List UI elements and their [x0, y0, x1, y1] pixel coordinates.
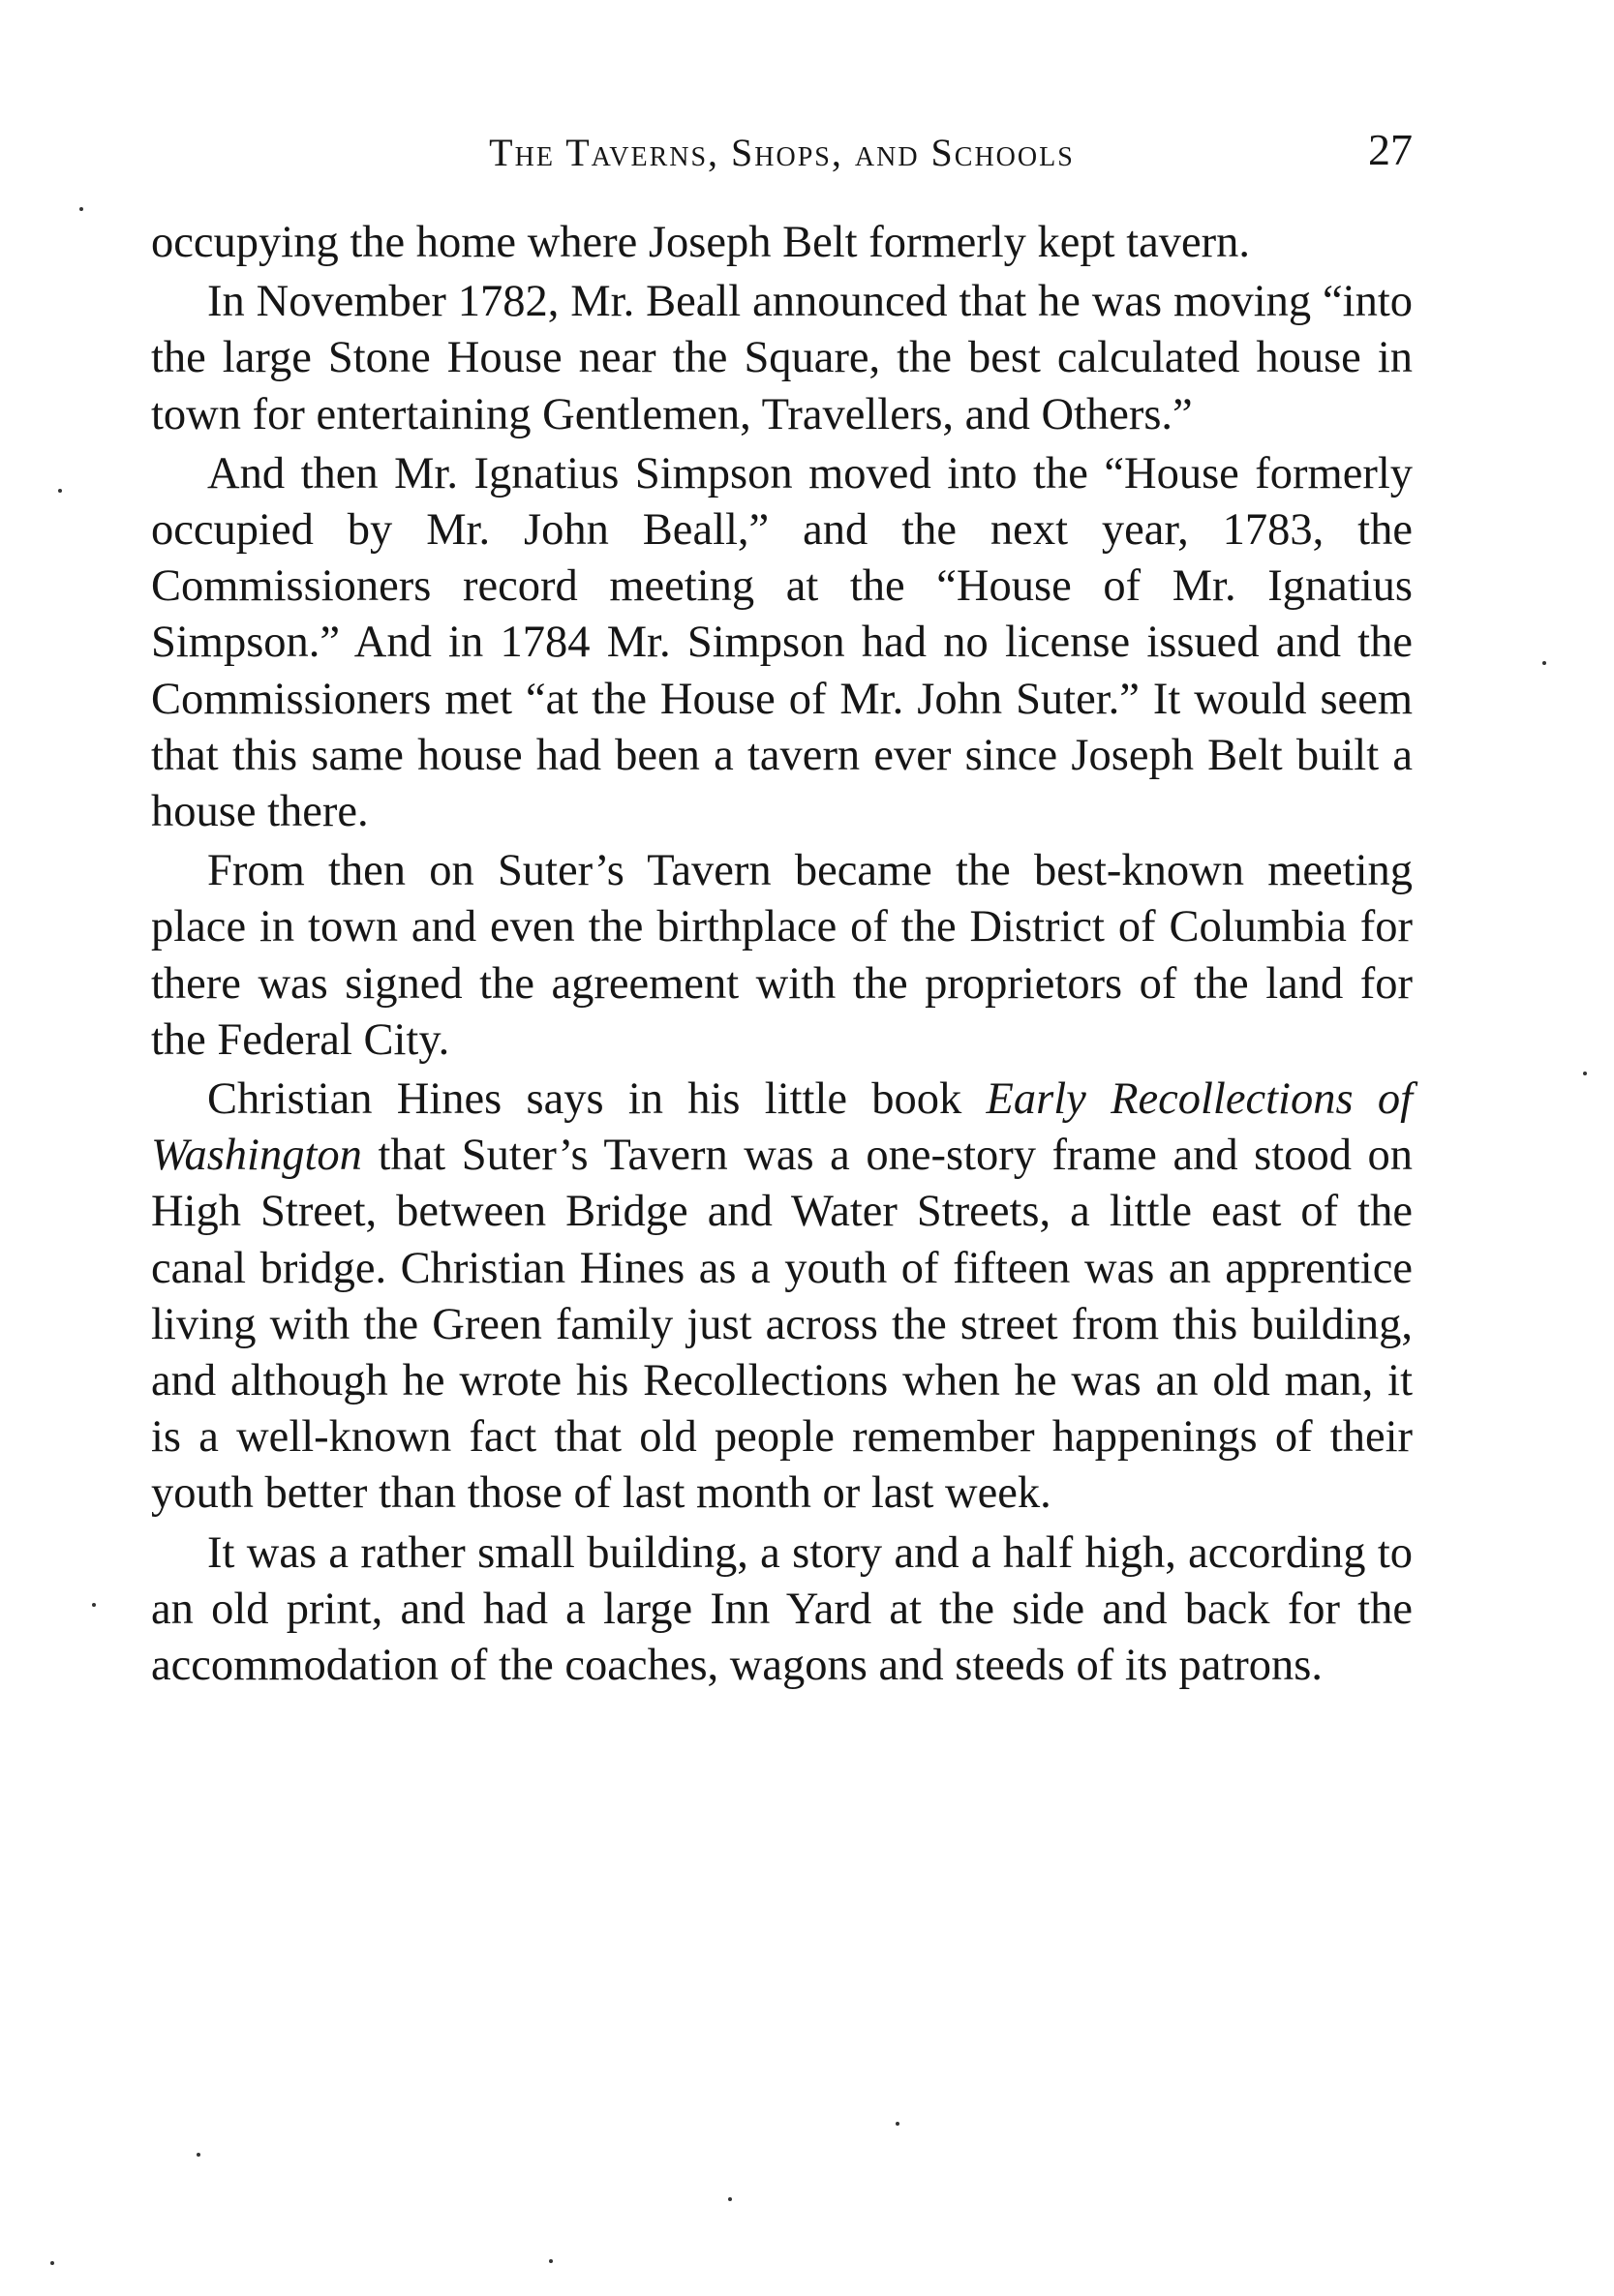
scan-speck: [896, 2122, 899, 2126]
scan-speck: [1583, 1072, 1587, 1075]
scan-speck: [50, 2261, 54, 2265]
book-title: Early Recollections of Washington: [151, 1074, 1413, 1181]
paragraph-5-text-end: that Suter’s Tavern was a one-story frame and stood on High Street, between Bridge and Water Streets, a little east of the canal bridge. Christian Hines as a youth of fifteen was an apprentice living with the Green family just across the street from this building, and although he wrote his Recollections when he was an old man, it is a well-known fact that old people remember happenings of their youth better than those of last month or last week.: [151, 1131, 1413, 1519]
paragraph-3: And then Mr. Ignatius Simpson moved into the “House formerly occupied by Mr. John Beall,” and the next year, 1783, the Commissioners record meeting at the “House of Mr. Ignatius Simpson.” And in 1784 Mr. Simpson had no license issued and the Commissioners met “at the House of Mr. John Suter.” It would seem that this same house had been a tavern ever since Joseph Belt built a house there.: [151, 448, 1413, 837]
paragraph-4: From then on Suter’s Tavern became the best-known meeting place in town and even the birthplace of the District of Columbia for there was signed the agreement with the proprietors of the land for the Federal City.: [151, 846, 1413, 1065]
scan-speck: [58, 489, 62, 493]
paragraph-1: occupying the home where Joseph Belt formerly kept tavern.: [151, 218, 1251, 267]
body-text: [151, 215, 1413, 1697]
page-number: 27: [1368, 125, 1413, 174]
paragraph-2: In November 1782, Mr. Beall announced that he was moving “into the large Stone House near the Square, the best calculated house in town for entertaining Gentlemen, Travellers, and Others.”: [151, 277, 1413, 439]
paragraph-5: [151, 1072, 1413, 1523]
scan-speck: [1542, 661, 1546, 665]
paragraph-6: It was a rather small building, a story and a half high, according to an old print, and had a large Inn Yard at the side and back for the accommodation of the coaches, wagons and steeds of its patrons.: [151, 1527, 1413, 1691]
scan-speck: [197, 2153, 200, 2157]
scan-speck: [549, 2259, 553, 2263]
scan-speck: [728, 2197, 732, 2201]
running-head: [151, 125, 1413, 188]
scan-speck: [92, 1603, 96, 1607]
scan-speck: [79, 207, 83, 211]
running-title: The Taverns, Shops, and Schools: [489, 131, 1075, 174]
paragraph-5-text-start: Christian Hines says in his little book: [207, 1074, 987, 1125]
